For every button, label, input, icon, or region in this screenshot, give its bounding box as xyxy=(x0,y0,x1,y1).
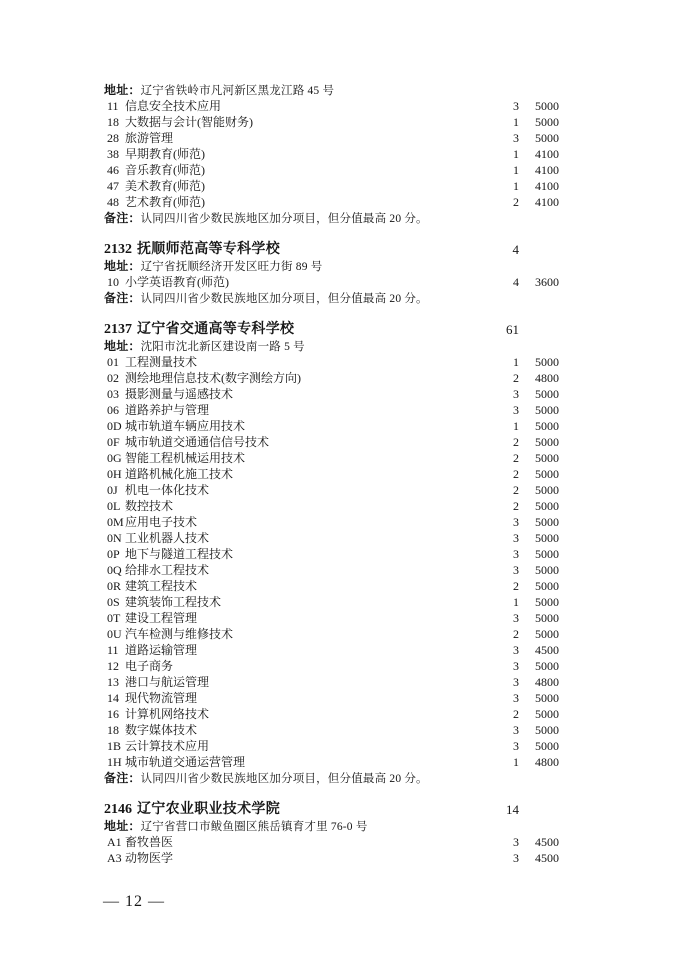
major-fee: 4500 xyxy=(535,851,559,865)
school-section xyxy=(0,82,680,226)
major-count: 3 xyxy=(513,643,519,657)
major-count: 2 xyxy=(513,707,519,721)
major-count: 2 xyxy=(513,371,519,385)
major-fee: 5000 xyxy=(535,115,559,129)
major-name: 城市轨道交通通信信号技术 xyxy=(125,435,270,449)
major-fee: 5000 xyxy=(535,435,559,449)
major-code: 03 xyxy=(107,387,119,401)
major-code: 11 xyxy=(107,99,119,113)
major-code: 0J xyxy=(107,483,118,497)
major-row xyxy=(0,274,680,290)
major-code: 10 xyxy=(107,275,119,289)
major-fee: 5000 xyxy=(535,483,559,497)
major-name: 测绘地理信息技术(数字测绘方向) xyxy=(125,371,301,385)
major-name: 建筑工程技术 xyxy=(125,579,198,593)
school-header xyxy=(0,802,680,818)
address-label: 地址： xyxy=(104,819,141,833)
major-fee: 3600 xyxy=(535,275,559,289)
major-name: 工程测量技术 xyxy=(125,355,198,369)
major-row xyxy=(0,658,680,674)
major-name: 现代物流管理 xyxy=(125,691,198,705)
major-name: 汽车检测与维修技术 xyxy=(125,627,234,641)
major-fee: 4100 xyxy=(535,147,559,161)
major-fee: 5000 xyxy=(535,515,559,529)
major-row xyxy=(0,178,680,194)
major-count: 1 xyxy=(513,755,519,769)
major-row xyxy=(0,434,680,450)
major-fee: 4800 xyxy=(535,371,559,385)
note-label: 备注： xyxy=(104,211,141,225)
major-code: 01 xyxy=(107,355,119,369)
school-name: 抚顺师范高等专科学校 xyxy=(137,242,280,257)
major-code: 06 xyxy=(107,403,119,417)
major-fee: 4800 xyxy=(535,755,559,769)
school-code: 2146 xyxy=(104,802,132,817)
major-code: 47 xyxy=(107,179,119,193)
major-row xyxy=(0,674,680,690)
major-row xyxy=(0,610,680,626)
major-fee: 5000 xyxy=(535,707,559,721)
major-row xyxy=(0,450,680,466)
major-name: 机电一体化技术 xyxy=(125,483,210,497)
major-count: 1 xyxy=(513,163,519,177)
major-name: 数字媒体技术 xyxy=(125,723,198,737)
major-row xyxy=(0,738,680,754)
major-count: 3 xyxy=(513,675,519,689)
major-row xyxy=(0,194,680,210)
major-row xyxy=(0,690,680,706)
major-name: 早期教育(师范) xyxy=(125,147,205,161)
major-name: 信息安全技术应用 xyxy=(125,99,222,113)
major-name: 工业机器人技术 xyxy=(125,531,210,545)
major-code: 0P xyxy=(107,547,120,561)
major-name: 建筑装饰工程技术 xyxy=(125,595,222,609)
address-label: 地址： xyxy=(104,259,141,273)
major-name: 计算机网络技术 xyxy=(125,707,210,721)
major-row xyxy=(0,626,680,642)
document-page xyxy=(0,82,680,866)
major-count: 3 xyxy=(513,387,519,401)
major-name: 地下与隧道工程技术 xyxy=(125,547,234,561)
address-line xyxy=(0,338,680,354)
major-count: 3 xyxy=(513,659,519,673)
major-fee: 5000 xyxy=(535,563,559,577)
major-count: 3 xyxy=(513,99,519,113)
major-fee: 5000 xyxy=(535,739,559,753)
address-value: 辽宁省营口市鲅鱼圈区熊岳镇育才里 76-0 号 xyxy=(140,821,368,833)
major-fee: 4500 xyxy=(535,643,559,657)
major-code: 02 xyxy=(107,371,119,385)
major-row xyxy=(0,530,680,546)
major-count: 2 xyxy=(513,499,519,513)
major-count: 1 xyxy=(513,147,519,161)
major-row xyxy=(0,754,680,770)
major-count: 2 xyxy=(513,579,519,593)
major-name: 港口与航运管理 xyxy=(125,675,210,689)
major-code: 0T xyxy=(107,611,121,625)
major-count: 2 xyxy=(513,627,519,641)
major-name: 应用电子技术 xyxy=(125,515,198,529)
major-code: 0M xyxy=(107,515,124,529)
major-row xyxy=(0,578,680,594)
major-name: 摄影测量与遥感技术 xyxy=(125,387,234,401)
major-code: 14 xyxy=(107,691,119,705)
major-code: 46 xyxy=(107,163,119,177)
major-fee: 5000 xyxy=(535,691,559,705)
major-count: 2 xyxy=(513,467,519,481)
major-count: 3 xyxy=(513,739,519,753)
major-name: 旅游管理 xyxy=(125,131,174,145)
major-name: 美术教育(师范) xyxy=(125,179,205,193)
major-fee: 5000 xyxy=(535,627,559,641)
major-count: 3 xyxy=(513,403,519,417)
major-count: 3 xyxy=(513,563,519,577)
major-row xyxy=(0,722,680,738)
school-code: 2132 xyxy=(104,242,132,257)
major-code: 0F xyxy=(107,435,120,449)
major-fee: 5000 xyxy=(535,99,559,113)
major-name: 动物医学 xyxy=(125,851,174,865)
major-row xyxy=(0,514,680,530)
major-count: 3 xyxy=(513,131,519,145)
address-label: 地址： xyxy=(104,339,141,353)
major-row xyxy=(0,114,680,130)
page-number: — 12 — xyxy=(103,893,165,910)
major-count: 3 xyxy=(513,611,519,625)
major-row xyxy=(0,594,680,610)
major-code: 18 xyxy=(107,723,119,737)
major-count: 1 xyxy=(513,355,519,369)
major-name: 给排水工程技术 xyxy=(125,563,210,577)
major-fee: 4100 xyxy=(535,163,559,177)
major-fee: 5000 xyxy=(535,419,559,433)
major-count: 2 xyxy=(513,195,519,209)
major-name: 道路机械化施工技术 xyxy=(125,467,234,481)
major-code: A1 xyxy=(107,835,122,849)
address-value: 辽宁省抚顺经济开发区旺力街 89 号 xyxy=(140,261,323,273)
note-line xyxy=(0,770,680,786)
major-row xyxy=(0,850,680,866)
major-code: 0R xyxy=(107,579,122,593)
major-fee: 5000 xyxy=(535,355,559,369)
address-line xyxy=(0,258,680,274)
major-row xyxy=(0,354,680,370)
major-count: 2 xyxy=(513,435,519,449)
major-name: 智能工程机械运用技术 xyxy=(125,451,246,465)
school-total: 61 xyxy=(506,322,519,337)
major-name: 道路养护与管理 xyxy=(125,403,210,417)
major-row xyxy=(0,370,680,386)
major-count: 2 xyxy=(513,483,519,497)
major-name: 艺术教育(师范) xyxy=(125,195,205,209)
major-fee: 5000 xyxy=(535,467,559,481)
major-row xyxy=(0,162,680,178)
address-value: 沈阳市沈北新区建设南一路 5 号 xyxy=(140,341,305,353)
major-row xyxy=(0,642,680,658)
major-name: 畜牧兽医 xyxy=(125,835,174,849)
major-count: 1 xyxy=(513,179,519,193)
major-fee: 5000 xyxy=(535,659,559,673)
major-fee: 5000 xyxy=(535,595,559,609)
major-count: 4 xyxy=(513,275,519,289)
note-line xyxy=(0,210,680,226)
school-header xyxy=(0,322,680,338)
major-name: 道路运输管理 xyxy=(125,643,198,657)
major-row xyxy=(0,482,680,498)
major-name: 音乐教育(师范) xyxy=(125,163,205,177)
school-header xyxy=(0,242,680,258)
major-row xyxy=(0,146,680,162)
major-count: 2 xyxy=(513,451,519,465)
major-name: 城市轨道车辆应用技术 xyxy=(125,419,246,433)
major-code: 0G xyxy=(107,451,122,465)
major-row xyxy=(0,498,680,514)
note-text: 认同四川省少数民族地区加分项目，但分值最高 20 分。 xyxy=(140,773,428,785)
school-section xyxy=(0,802,680,866)
major-fee: 5000 xyxy=(535,579,559,593)
major-count: 3 xyxy=(513,835,519,849)
major-row xyxy=(0,386,680,402)
school-name: 辽宁省交通高等专科学校 xyxy=(137,322,295,337)
address-value: 辽宁省铁岭市凡河新区黑龙江路 45 号 xyxy=(140,85,335,97)
major-row xyxy=(0,706,680,722)
major-fee: 5000 xyxy=(535,547,559,561)
school-total: 4 xyxy=(512,242,519,257)
major-row xyxy=(0,546,680,562)
school-section xyxy=(0,242,680,306)
major-fee: 4100 xyxy=(535,179,559,193)
major-row xyxy=(0,130,680,146)
major-row xyxy=(0,98,680,114)
major-count: 1 xyxy=(513,115,519,129)
major-code: A3 xyxy=(107,851,122,865)
note-label: 备注： xyxy=(104,291,141,305)
major-fee: 5000 xyxy=(535,387,559,401)
major-fee: 4100 xyxy=(535,195,559,209)
major-fee: 5000 xyxy=(535,499,559,513)
major-row xyxy=(0,562,680,578)
major-row xyxy=(0,418,680,434)
major-fee: 5000 xyxy=(535,403,559,417)
address-label: 地址： xyxy=(104,83,141,97)
major-code: 13 xyxy=(107,675,119,689)
major-code: 12 xyxy=(107,659,119,673)
major-code: 18 xyxy=(107,115,119,129)
major-code: 0L xyxy=(107,499,121,513)
major-code: 0S xyxy=(107,595,120,609)
major-name: 电子商务 xyxy=(125,659,174,673)
school-code: 2137 xyxy=(104,322,132,337)
major-count: 1 xyxy=(513,595,519,609)
major-count: 1 xyxy=(513,419,519,433)
major-fee: 5000 xyxy=(535,451,559,465)
major-count: 3 xyxy=(513,851,519,865)
major-fee: 5000 xyxy=(535,611,559,625)
major-fee: 4500 xyxy=(535,835,559,849)
major-code: 1B xyxy=(107,739,122,753)
note-label: 备注： xyxy=(104,771,141,785)
major-fee: 5000 xyxy=(535,723,559,737)
school-total: 14 xyxy=(506,802,519,817)
major-row xyxy=(0,466,680,482)
major-code: 1H xyxy=(107,755,122,769)
major-count: 3 xyxy=(513,531,519,545)
major-fee: 5000 xyxy=(535,531,559,545)
major-fee: 4800 xyxy=(535,675,559,689)
address-line xyxy=(0,82,680,98)
school-name: 辽宁农业职业技术学院 xyxy=(137,802,280,817)
major-name: 云计算技术应用 xyxy=(125,739,210,753)
major-row xyxy=(0,834,680,850)
major-count: 3 xyxy=(513,547,519,561)
note-line xyxy=(0,290,680,306)
major-name: 城市轨道交通运营管理 xyxy=(125,755,246,769)
major-code: 48 xyxy=(107,195,119,209)
note-text: 认同四川省少数民族地区加分项目，但分值最高 20 分。 xyxy=(140,293,428,305)
major-count: 3 xyxy=(513,515,519,529)
major-count: 3 xyxy=(513,691,519,705)
note-text: 认同四川省少数民族地区加分项目，但分值最高 20 分。 xyxy=(140,213,428,225)
major-code: 0H xyxy=(107,467,122,481)
major-count: 3 xyxy=(513,723,519,737)
major-code: 11 xyxy=(107,643,119,657)
major-code: 0N xyxy=(107,531,122,545)
major-code: 38 xyxy=(107,147,119,161)
school-section xyxy=(0,322,680,786)
major-code: 16 xyxy=(107,707,119,721)
major-code: 28 xyxy=(107,131,119,145)
major-name: 建设工程管理 xyxy=(125,611,198,625)
major-code: 0D xyxy=(107,419,122,433)
major-name: 小学英语教育(师范) xyxy=(125,275,229,289)
major-name: 数控技术 xyxy=(125,499,174,513)
major-code: 0U xyxy=(107,627,122,641)
major-code: 0Q xyxy=(107,563,122,577)
major-fee: 5000 xyxy=(535,131,559,145)
address-line xyxy=(0,818,680,834)
major-row xyxy=(0,402,680,418)
major-name: 大数据与会计(智能财务) xyxy=(125,115,253,129)
